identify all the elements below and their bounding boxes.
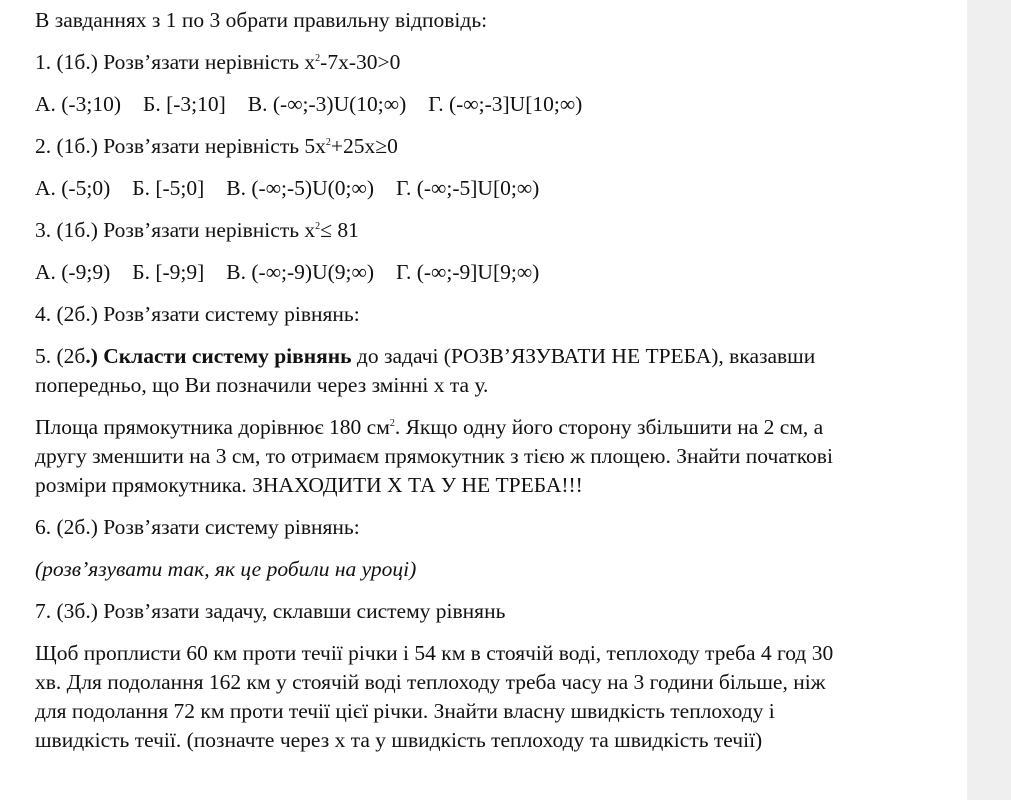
question-5-line-2: попередньо, що Ви позначили через змінні х та у. bbox=[35, 373, 489, 397]
question-2-option-c: В. (-∞;-5)U(0;∞) bbox=[226, 176, 374, 200]
question-3-options bbox=[35, 258, 935, 287]
question-1-suffix: -7x-30>0 bbox=[320, 50, 401, 74]
question-5-prefix: 5. (2б bbox=[35, 344, 86, 368]
question-6-note: (розв’язувати так, як це робили на уроці) bbox=[35, 557, 417, 581]
question-2-option-b: Б. [-5;0] bbox=[132, 176, 205, 200]
question-7: 7. (3б.) Розв’язати задачу, склавши систему рівнянь bbox=[35, 599, 506, 623]
question-5-problem-exponent: 2 bbox=[389, 418, 395, 429]
question-4: 4. (2б.) Розв’язати систему рівнянь: bbox=[35, 302, 360, 326]
question-5-line-1-rest: до задачі (РОЗВ’ЯЗУВАТИ НЕ ТРЕБА), вказавши bbox=[351, 344, 816, 368]
question-2-prefix: 2. (1б.) Розв’язати нерівність 5x bbox=[35, 134, 326, 158]
question-1-options bbox=[35, 90, 935, 119]
question-7-line-2: хв. Для подолання 162 км у стоячій воді теплоходу треба часу на 3 години більше, ніж bbox=[35, 670, 826, 694]
question-5-problem-line-3: розміри прямокутника. ЗНАХОДИТИ Х ТА У НЕ ТРЕБА!!! bbox=[35, 473, 583, 497]
question-1-prefix: 1. (1б.) Розв’язати нерівність x bbox=[35, 50, 316, 74]
question-5-problem-line-2: другу зменшити на 3 см, то отримаєм прямокутник з тією ж площею. Знайти початкові bbox=[35, 444, 833, 468]
question-2-suffix: +25x≥0 bbox=[330, 134, 398, 158]
question-3-option-c: В. (-∞;-9)U(9;∞) bbox=[226, 260, 374, 284]
question-6: 6. (2б.) Розв’язати систему рівнянь: bbox=[35, 515, 360, 539]
question-2-option-d: Г. (-∞;-5]U[0;∞) bbox=[395, 176, 540, 200]
page-margin bbox=[967, 0, 1011, 800]
question-3-suffix: ≤ 81 bbox=[320, 218, 359, 242]
question-1-option-a: А. (-3;10) bbox=[35, 92, 121, 116]
question-5-problem-a: Площа прямокутника дорівнює 180 см bbox=[35, 415, 390, 439]
question-1-option-d: Г. (-∞;-3]U[10;∞) bbox=[428, 92, 583, 116]
question-2-option-a: А. (-5;0) bbox=[35, 176, 111, 200]
question-3-option-b: Б. [-9;9] bbox=[132, 260, 205, 284]
question-7-line-4: швидкість течії. (позначте через х та у швидкість теплоходу та швидкість течії) bbox=[35, 728, 763, 752]
instruction-text: В завданнях з 1 по 3 обрати правильну відповідь: bbox=[35, 8, 488, 32]
question-7-line-1: Щоб проплисти 60 км проти течії річки і 54 км в стоячій воді, теплоходу треба 4 год 30 bbox=[35, 641, 834, 665]
question-3-exponent: 2 bbox=[315, 221, 321, 232]
question-7-line-3: для подолання 72 км проти течії цієї річки. Знайти власну швидкість теплоходу і bbox=[35, 699, 775, 723]
question-5-problem-line-1 bbox=[35, 413, 935, 442]
question-5-problem-b: . Якщо одну його сторону збільшити на 2 см, а bbox=[394, 415, 824, 439]
question-1-option-c: В. (-∞;-3)U(10;∞) bbox=[247, 92, 407, 116]
question-3 bbox=[35, 216, 935, 245]
document-content bbox=[35, 6, 935, 755]
question-5-line-1 bbox=[35, 342, 935, 371]
question-6-note-row bbox=[35, 555, 935, 584]
question-3-prefix: 3. (1б.) Розв’язати нерівність x bbox=[35, 218, 316, 242]
question-1-exponent: 2 bbox=[315, 53, 321, 64]
question-2 bbox=[35, 132, 935, 161]
question-3-option-a: А. (-9;9) bbox=[35, 260, 111, 284]
question-2-exponent: 2 bbox=[325, 137, 331, 148]
question-1 bbox=[35, 48, 935, 77]
question-2-options bbox=[35, 174, 935, 203]
question-5-bold: .) Скласти систему рівнянь bbox=[85, 344, 352, 368]
question-1-option-b: Б. [-3;10] bbox=[142, 92, 226, 116]
question-3-option-d: Г. (-∞;-9]U[9;∞) bbox=[395, 260, 540, 284]
